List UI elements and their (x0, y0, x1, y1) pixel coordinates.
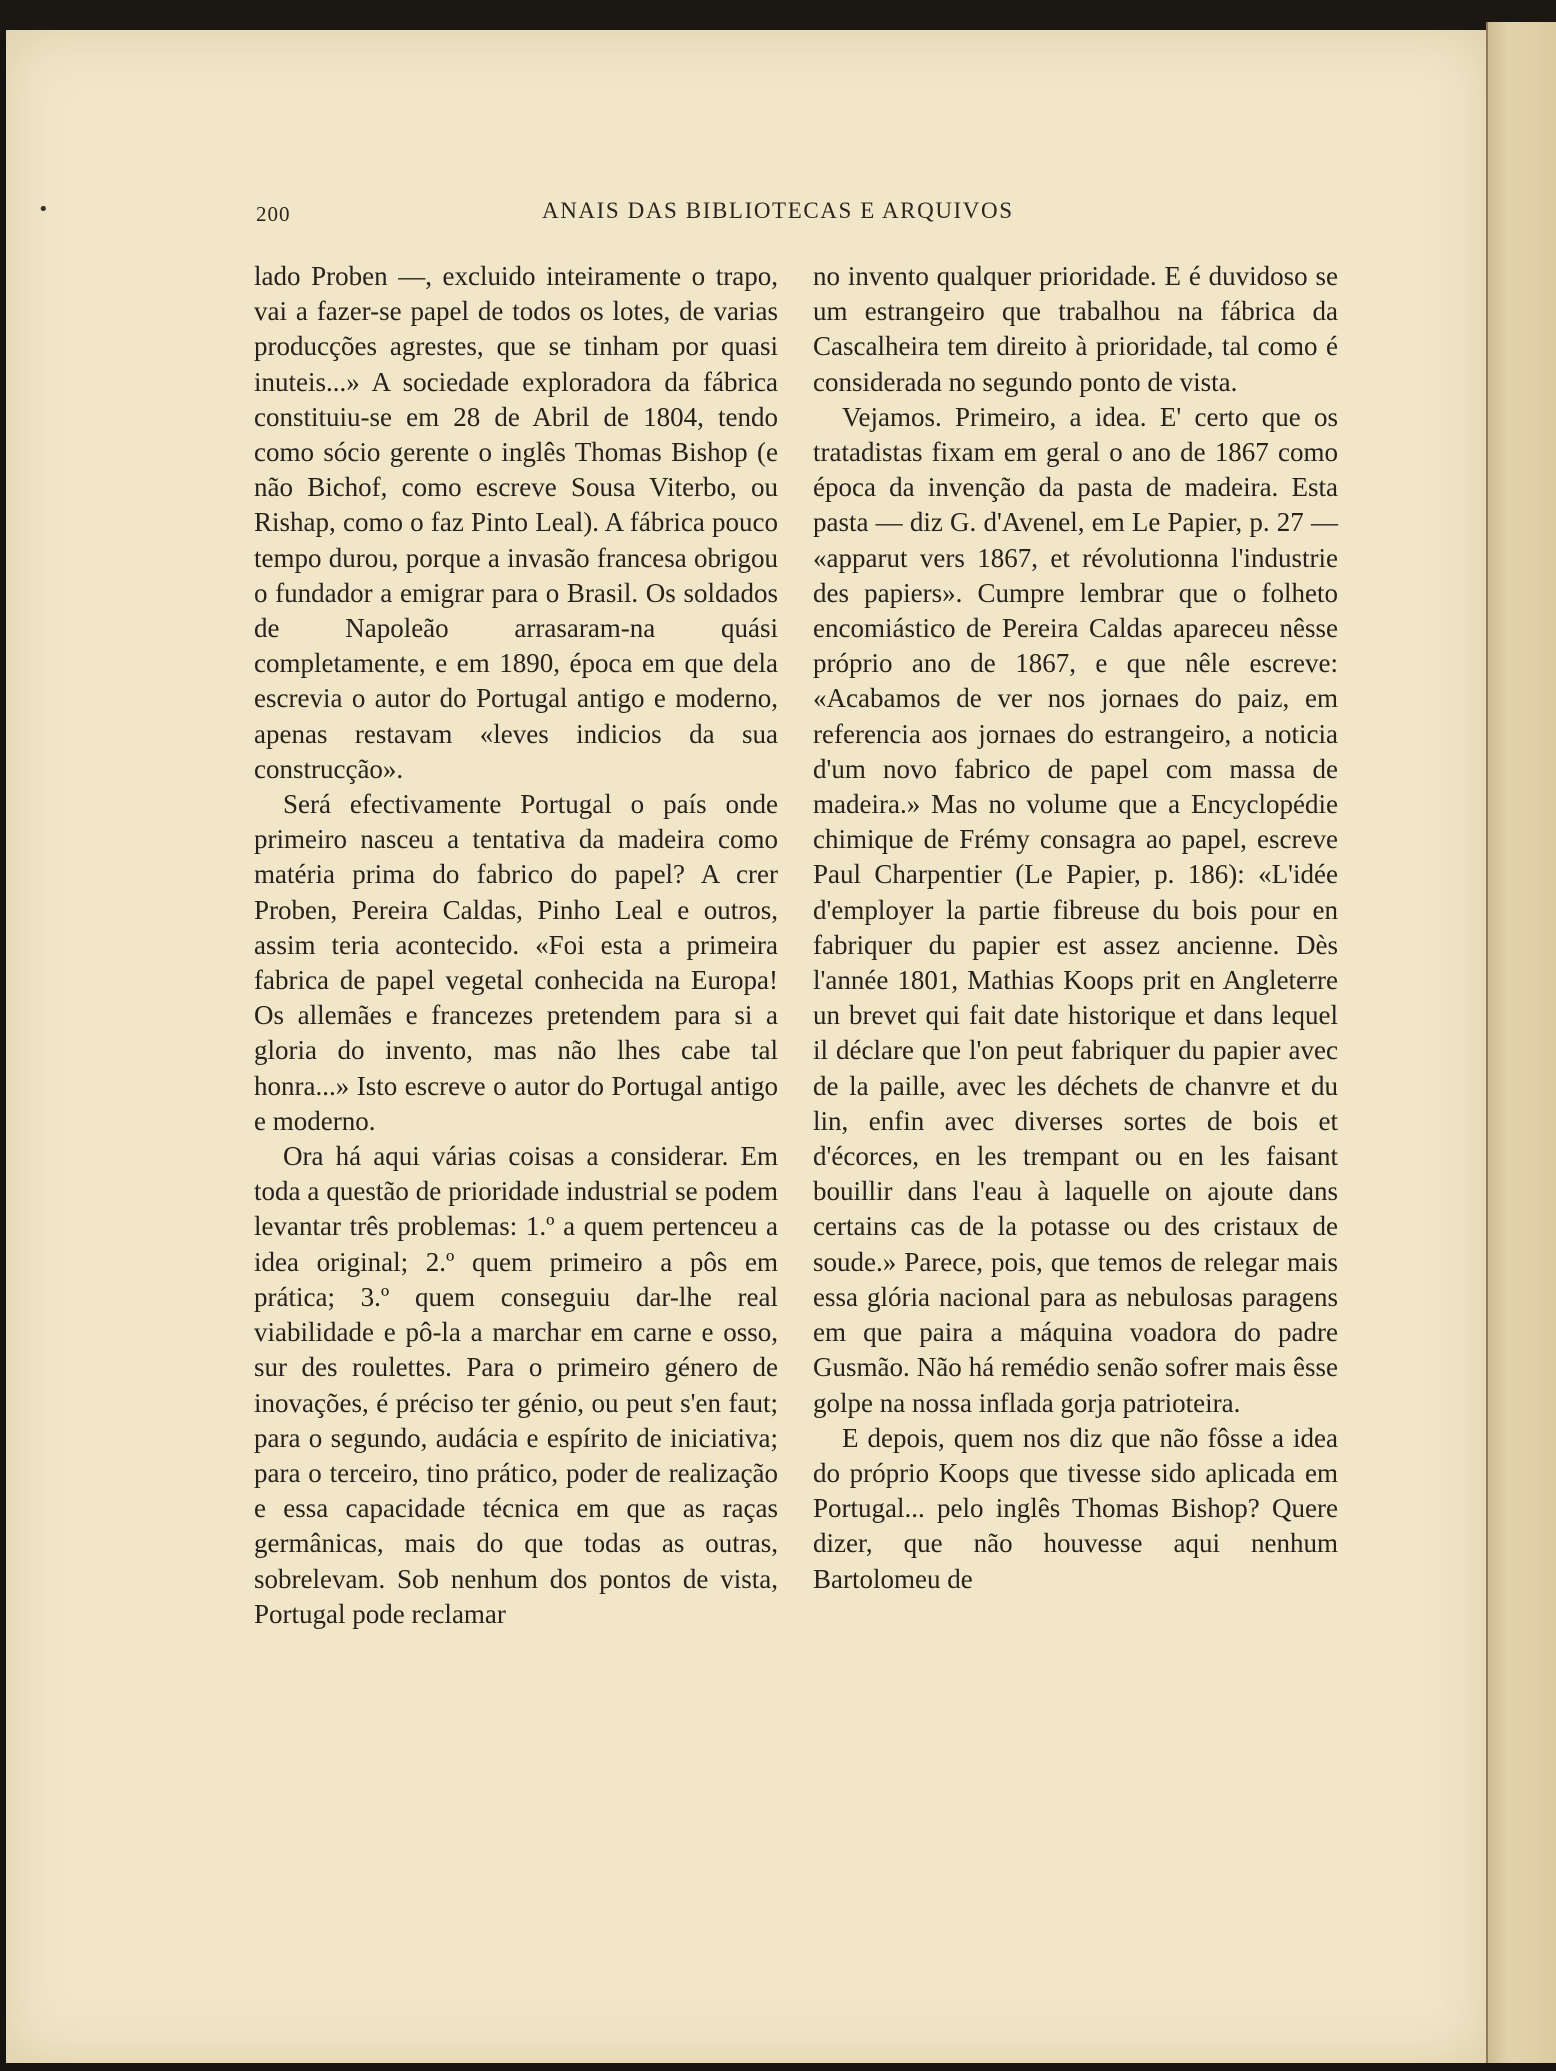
right-column (813, 259, 1338, 1597)
paragraph: Vejamos. Primeiro, a idea. E' certo que os tratadistas fixam em geral o ano de 1867 como época da invenção da pasta de madeira. Esta pasta — diz G. d'Avenel, em Le Papier, p. 27 — «apparut vers 1867, et révolutionna l'industrie des papiers». Cumpre lembrar que o folheto encomiástico de Pereira Caldas apareceu nêsse próprio ano de 1867, e que nêle escreve: «Acabamos de ver nos jornaes do paiz, em referencia aos jornaes do estrangeiro, a noticia d'um novo fabrico de papel com massa de madeira.» Mas no volume que a Encyclopédie chimique de Frémy consagra ao papel, escreve Paul Charpentier (Le Papier, p. 186): «L'idée d'employer la partie fibreuse du bois pour en fabriquer du papier est assez ancienne. Dès l'année 1801, Mathias Koops prit en Angleterre un brevet qui fait date historique et dans lequel il déclare que l'on peut fabriquer du papier avec de la paille, avec les déchets de chanvre et du lin, enfin avec diverses sortes de bois et d'écorces, en les trempant ou en les faisant bouillir dans l'eau à laquelle on ajoute dans certains cas de la potasse ou des cristaux de soude.» Parece, pois, que temos de relegar mais essa glória nacional para as nebulosas paragens em que paira a máquina voadora do padre Gusmão. Não há remédio senão sofrer mais êsse golpe na nossa inflada gorja patrioteira. (813, 401, 1338, 1418)
paragraph: lado Proben —, excluido inteiramente o trapo, vai a fazer-se papel de todos os lotes, de varias producções agrestes, que se tinham por quasi inuteis...» A sociedade exploradora da fábrica constituiu-se em 28 de Abril de 1804, tendo como sócio gerente o inglês Thomas Bishop (e não Bichof, como escreve Sousa Viterbo, ou Rishap, como o faz Pinto Leal). A fábrica pouco tempo durou, porque a invasão francesa obrigou o fundador a emigrar para o Brasil. Os soldados de Napoleão arrasaram-na quási completamente, e em 1890, época em que dela escrevia o autor do Portugal antigo e moderno, apenas restavam «leves indicios da sua construcção». (254, 261, 778, 784)
left-column (254, 259, 778, 1632)
scan-bottom-edge (0, 2063, 1556, 2071)
margin-mark: • (38, 199, 49, 220)
facing-page-edge (1486, 22, 1556, 2067)
running-head: ANAIS DAS BIBLIOTECAS E ARQUIVOS (542, 198, 1014, 223)
page-number: 200 (256, 202, 291, 226)
paragraph: Será efectivamente Portugal o país onde primeiro nasceu a tentativa da madeira como matéria prima do fabrico do papel? A crer Proben, Pereira Caldas, Pinho Leal e outros, assim teria acontecido. «Foi esta a primeira fabrica de papel vegetal conhecida na Europa! Os allemães e francezes pretendem para si a gloria do invento, mas não lhes cabe tal honra...» Isto escreve o autor do Portugal antigo e moderno. (254, 789, 778, 1136)
paragraph: no invento qualquer prioridade. E é duvidoso se um estrangeiro que trabalhou na fábrica da Cascalheira tem direito à prioridade, tal como é considerada no segundo ponto de vista. (813, 261, 1338, 397)
page-header (252, 196, 1052, 230)
paragraph: E depois, quem nos diz que não fôsse a idea do próprio Koops que tivesse sido aplicada em Portugal... pelo inglês Thomas Bishop? Quere dizer, que não houvesse aqui nenhum Bartolomeu de (813, 1422, 1338, 1594)
paragraph: Ora há aqui várias coisas a considerar. Em toda a questão de prioridade industrial se podem levantar três problemas: 1.º a quem pertenceu a idea original; 2.º quem primeiro a pôs em prática; 3.º quem conseguiu dar-lhe real viabilidade e pô-la a marchar em carne e osso, sur des roulettes. Para o primeiro género de inovações, é préciso ter génio, ou peut s'en faut; para o segundo, audácia e espírito de iniciativa; para o terceiro, tino prático, poder de realização e essa capacidade técnica em que as raças germânicas, mais do que todas as outras, sobrelevam. Sob nenhum dos pontos de vista, Portugal pode reclamar (254, 1141, 778, 1629)
